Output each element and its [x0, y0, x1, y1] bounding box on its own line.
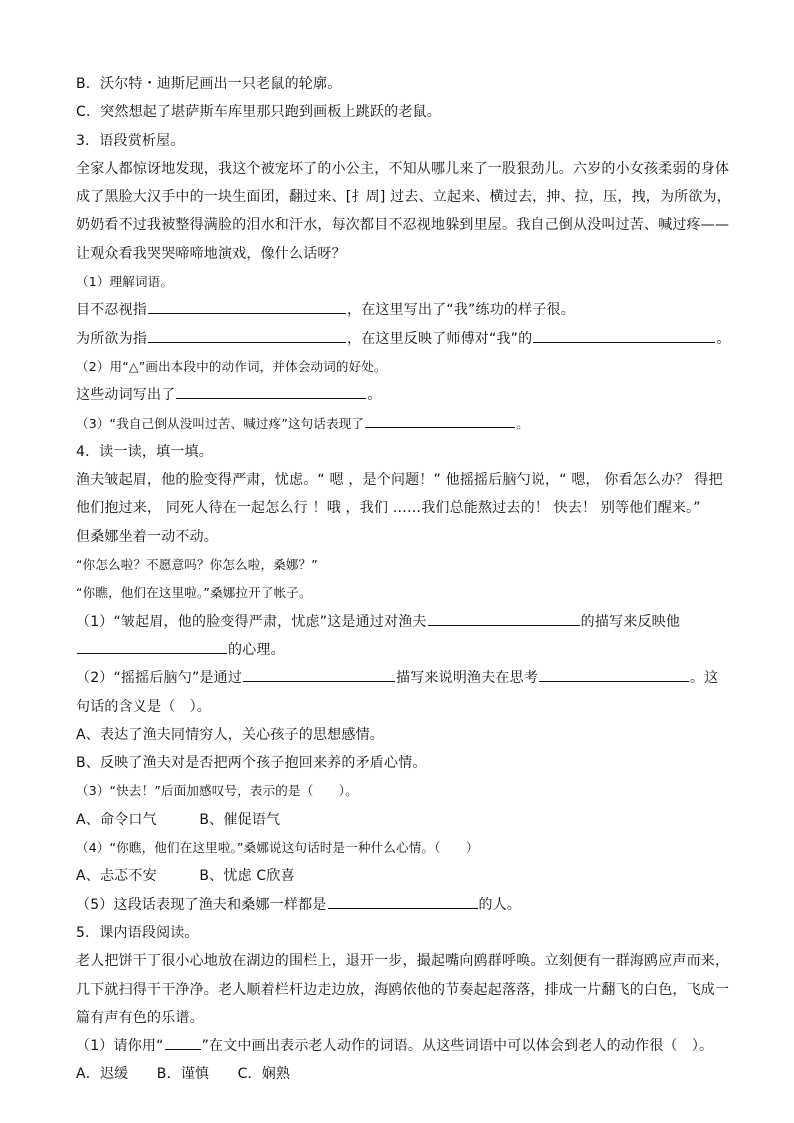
answer-blank[interactable]	[533, 325, 715, 343]
q4-sub1-label-a: （1）“皱起眉，他的脸变得严肃，忧虑”这是通过对渔夫	[76, 613, 427, 630]
q4-sub4-question: （4）“你瞧，他们在这里啦。”桑娜说这句话时是一种什么心情。（ ）	[76, 840, 479, 856]
answer-blank[interactable]	[428, 608, 580, 626]
q4-sub1-line-1	[76, 608, 728, 636]
q4-sub3-options: A、命令口气 B、催促语气	[76, 811, 281, 828]
q3-sub1-line-2	[76, 325, 731, 353]
answer-blank[interactable]	[165, 1032, 201, 1050]
answer-blank[interactable]	[77, 636, 227, 654]
q4-sub2-label-c: 。这	[690, 670, 719, 687]
q4-sub4-options: A、忐忑不安 B、忧虑 C欣喜	[76, 868, 295, 885]
q3-heading: 3．语段赏析屋。	[76, 132, 185, 149]
q4-heading: 4．读一读，填一填。	[76, 443, 213, 460]
q4-passage-line-3: 但桑娜坐着一动不动。	[76, 528, 218, 545]
q5-heading: 5．课内语段阅读。	[76, 924, 199, 941]
q3-sub2-label-b: 。	[367, 387, 382, 404]
q4-passage-line-1: 渔夫皱起眉，他的脸变得严肃，忧虑。“ 嗯 ，是个问题！” 他摇摇后脑勺说，“ 嗯， 你看怎么办？ 得把	[76, 472, 723, 489]
q4-sub5-label-a: （5）这段话表现了渔夫和桑娜一样都是	[76, 896, 327, 913]
q4-sub2-label-b: 描写来说明渔夫在思考	[396, 670, 539, 687]
q2-option-c: C．突然想起了堪萨斯车库里那只跑到画板上跳跃的老鼠。	[76, 104, 441, 121]
answer-blank[interactable]	[243, 664, 395, 682]
q3-passage-line-3: 奶奶看不过我被整得满脸的泪水和汗水，每次都目不忍视地躲到里屋。我自己倒从没叫过苦、喊过疼——	[76, 217, 730, 234]
answer-blank[interactable]	[176, 381, 366, 399]
q4-sub2-option-b: B、反映了渔夫对是否把两个孩子抱回来养的矛盾心情。	[76, 755, 427, 772]
q4-sub2-line-1	[76, 664, 728, 692]
q4-sub1-label-b: 的描写来反映他	[580, 613, 681, 630]
q4-passage-line-2: 他们抱过来， 同死人待在一起怎么行 ！哦 ，我们 ……我们总能熬过去的！ 快去！ 别等他们醒来。”	[76, 500, 701, 517]
q3-sub1-label-e: 。	[716, 330, 731, 347]
q3-sub3-line	[76, 410, 728, 438]
q4-sub2-option-a: A、表达了渔夫同情穷人，关心孩子的思想感情。	[76, 726, 384, 743]
q5-sub1-label-a: （1）请你用“	[76, 1038, 164, 1055]
q4-sub2-line-2: 句话的含义是（ ）。	[76, 698, 211, 715]
q4-sub1-line-2	[76, 636, 728, 664]
answer-blank[interactable]	[328, 891, 478, 909]
q4-sub1-label-c: 的心理。	[228, 641, 285, 658]
q5-sub1-label-b: ”在文中画出表示老人动作的词语。从这些词语中可以体会到老人的动作很（ ）。	[201, 1038, 714, 1055]
q5-passage-line-2: 几下就扫得干干净净。老人顺着栏杆边走边放，海鸥依他的节奏起起落落，排成一片翻飞的白色，飞成一	[76, 981, 730, 998]
q3-sub1-label-b: ，在这里写出了“我”练功的样子很。	[347, 302, 575, 319]
q3-passage-line-4: 让观众看我哭哭啼啼地演戏，像什么话呀？	[76, 245, 346, 262]
q3-sub1-label-c: 为所欲为指	[76, 330, 147, 347]
q5-sub1-line	[76, 1032, 728, 1060]
answer-blank[interactable]	[148, 325, 346, 343]
q3-sub1-label-d: ，在这里反映了师傅对“我”的	[347, 330, 533, 347]
answer-blank[interactable]	[365, 410, 515, 428]
q4-passage-line-5: “你瞧，他们在这里啦。”桑娜拉开了帐子。	[76, 585, 312, 601]
q3-sub3-label-a: （3）“我自己倒从没叫过苦、喊过疼”这句话表现了	[76, 415, 365, 431]
q3-passage-line-1: 全家人都惊讶地发现，我这个被宠坏了的小公主，不知从哪儿来了一股狠劲儿。六岁的小女孩柔弱的身体	[76, 160, 730, 177]
q4-sub3-question: （3）“快去！”后面加感叹号，表示的是（ ）。	[76, 783, 358, 799]
q4-sub5-line	[76, 891, 728, 919]
q3-sub3-label-b: 。	[516, 415, 529, 431]
q3-sub2-label-a: 这些动词写出了	[76, 387, 176, 404]
q5-passage-line-3: 篇有声有色的乐谱。	[76, 1009, 204, 1026]
worksheet-page	[76, 70, 731, 1089]
q3-passage-line-2: 成了黑脸大汉手中的一块生面团，翻过来、[扌周] 过去、立起来、横过去，抻、拉，压，拽，为所欲为，	[76, 189, 731, 206]
q3-sub2-title: （2）用“△”画出本段中的动作词，并体会动词的好处。	[76, 358, 387, 374]
q3-sub1-label-a: 目不忍视指	[76, 302, 147, 319]
q4-sub5-label-b: 的人。	[478, 896, 522, 913]
q5-passage-line-1: 老人把饼干丁很小心地放在湖边的围栏上，退开一步，撮起嘴向鸥群呼唤。立刻便有一群海鸥应声而来，	[76, 953, 730, 970]
q3-sub1-line-1	[76, 296, 728, 324]
answer-blank[interactable]	[148, 296, 346, 314]
q5-sub1-options: A．迟缓 B．谨慎 C．娴熟	[76, 1066, 291, 1083]
q3-sub2-line	[76, 381, 728, 409]
q3-sub1-title: （1）理解词语。	[76, 274, 174, 290]
answer-blank[interactable]	[539, 664, 689, 682]
q4-sub2-label-a: （2）“摇摇后脑勺”是通过	[76, 670, 243, 687]
q2-option-b: B．沃尔特・迪斯尼画出一只老鼠的轮廓。	[76, 76, 342, 92]
q4-passage-line-4: “你怎么啦？不愿意吗？你怎么啦，桑娜？”	[76, 557, 318, 573]
